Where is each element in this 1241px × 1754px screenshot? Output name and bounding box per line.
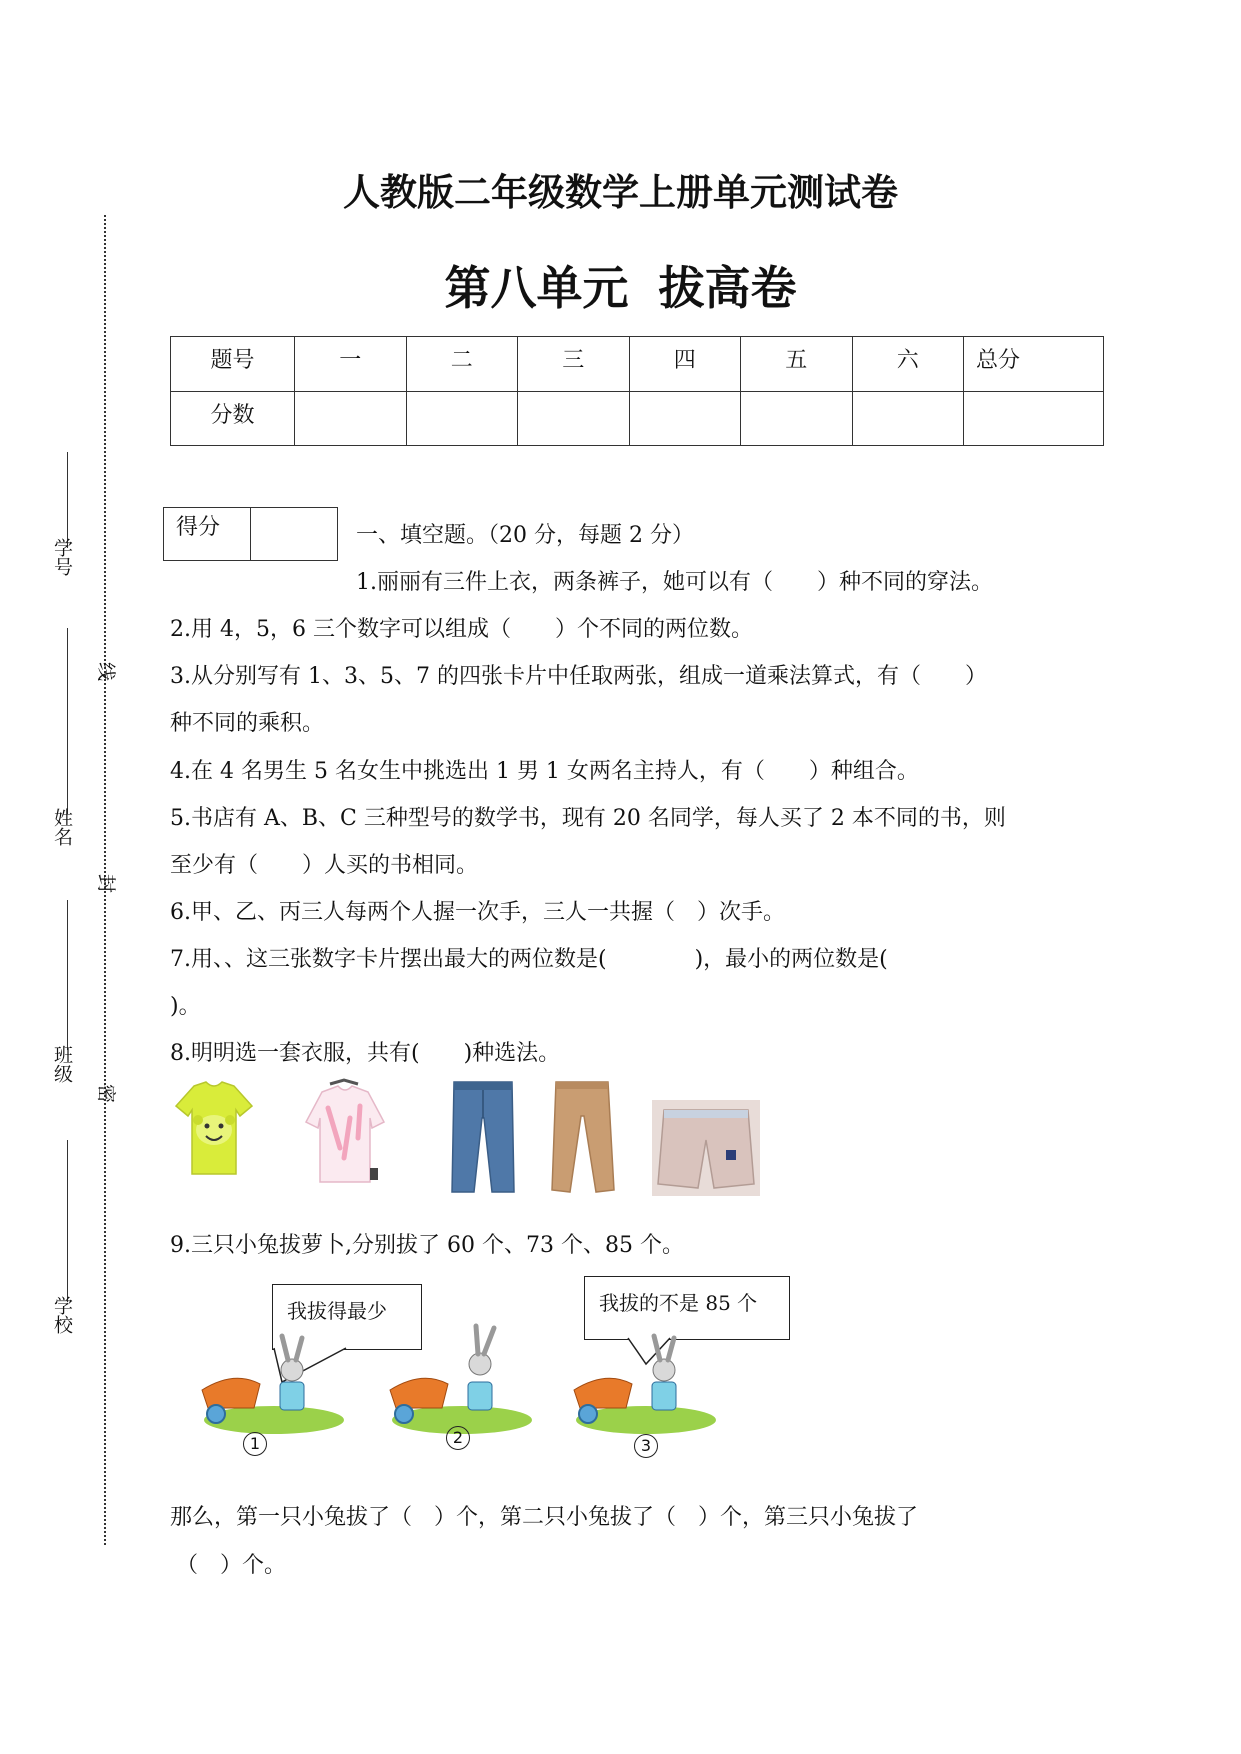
class-underline bbox=[67, 900, 68, 1050]
section-heading: 一、填空题。（20 分，每题 2 分） bbox=[356, 523, 694, 548]
page-subtitle: 第八单元 拔高卷 bbox=[444, 261, 797, 315]
section-score-label: 得分 bbox=[164, 508, 251, 560]
score-table-header-cell: 一 bbox=[295, 337, 407, 392]
score-table-header-cell: 总分 bbox=[964, 337, 1104, 392]
score-table-header-cell: 六 bbox=[852, 337, 964, 392]
question-5: 5.书店有 A、B、C 三种型号的数学书，现有 20 名同学，每人买了 2 本不同的书，则 bbox=[170, 806, 1006, 831]
question-2: 2.用 4，5，6 三个数字可以组成（ ）个不同的两位数。 bbox=[170, 617, 753, 642]
green-tshirt-image bbox=[174, 1078, 254, 1178]
seal-char-line: 线 bbox=[95, 661, 118, 682]
question-9: 9.三只小兔拔萝卜,分别拔了 60 个、73 个、85 个。 bbox=[170, 1233, 684, 1258]
speech-bubble-rabbit-3: 我拔的不是 85 个 bbox=[584, 1276, 790, 1340]
score-cell[interactable] bbox=[852, 391, 964, 446]
student-number-label: 学号 bbox=[51, 538, 73, 576]
name-underline bbox=[67, 628, 68, 814]
rabbit-cart-image-3 bbox=[566, 1320, 716, 1440]
question-3-cont: 种不同的乘积。 bbox=[170, 711, 325, 736]
section-score-field[interactable] bbox=[251, 508, 337, 560]
shorts-image bbox=[652, 1100, 760, 1196]
score-cell[interactable] bbox=[295, 391, 407, 446]
section-score-box bbox=[163, 507, 338, 561]
score-cell[interactable] bbox=[518, 391, 630, 446]
school-underline bbox=[67, 1140, 68, 1302]
rabbit-number-2: 2 bbox=[446, 1426, 470, 1450]
question-7: 7.用、、这三张数字卡片摆出最大的两位数是( )，最小的两位数是( bbox=[170, 947, 888, 972]
score-cell[interactable] bbox=[629, 391, 741, 446]
score-table-header-row bbox=[171, 337, 1104, 392]
score-cell[interactable] bbox=[406, 391, 518, 446]
question-3: 3.从分别写有 1、3、5、7 的四张卡片中任取两张，组成一道乘法算式，有（ ） bbox=[170, 664, 987, 689]
score-table-score-row bbox=[171, 391, 1104, 446]
page-title: 人教版二年级数学上册单元测试卷 bbox=[343, 171, 898, 214]
question-5-cont: 至少有（ ）人买的书相同。 bbox=[170, 853, 479, 878]
class-label: 班级 bbox=[51, 1045, 73, 1083]
score-cell-total[interactable] bbox=[964, 391, 1104, 446]
rabbit-number-3: 3 bbox=[634, 1434, 658, 1458]
rabbit-number-1: 1 bbox=[243, 1432, 267, 1456]
question-6: 6.甲、乙、丙三人每两个人握一次手，三人一共握（ ）次手。 bbox=[170, 900, 785, 925]
score-table-header-cell: 三 bbox=[518, 337, 630, 392]
seal-char-secret: 密 bbox=[95, 1083, 118, 1104]
question-4: 4.在 4 名男生 5 名女生中挑选出 1 男 1 女两名主持人，有（ ）种组合。 bbox=[170, 759, 919, 784]
score-table-header-cell: 五 bbox=[741, 337, 853, 392]
speech-bubble-rabbit-1: 我拔得最少 bbox=[272, 1284, 422, 1350]
student-number-underline bbox=[67, 452, 68, 548]
name-label: 姓名 bbox=[51, 808, 73, 846]
school-label: 学校 bbox=[51, 1296, 73, 1334]
score-table bbox=[170, 336, 1104, 446]
score-table-header-cell: 二 bbox=[406, 337, 518, 392]
seal-char-seal: 封 bbox=[95, 873, 118, 894]
rabbit-cart-image-1 bbox=[194, 1320, 344, 1440]
question-9-answer-cont: （ ）个。 bbox=[176, 1553, 287, 1578]
question-1: 1.丽丽有三件上衣，两条裤子，她可以有（ ）种不同的穿法。 bbox=[356, 570, 993, 595]
question-7-cont: )。 bbox=[170, 994, 201, 1019]
question-8: 8.明明选一套衣服，共有( )种选法。 bbox=[170, 1041, 561, 1066]
blue-jeans-image bbox=[448, 1078, 518, 1196]
score-table-header-cell: 题号 bbox=[171, 337, 295, 392]
question-9-answer: 那么，第一只小兔拔了（ ）个，第二只小兔拔了（ ）个，第三只小兔拔了 bbox=[170, 1505, 919, 1530]
score-cell[interactable] bbox=[741, 391, 853, 446]
tan-pants-image bbox=[548, 1078, 618, 1196]
pink-top-image bbox=[300, 1078, 390, 1188]
score-table-header-cell: 四 bbox=[629, 337, 741, 392]
score-row-label: 分数 bbox=[171, 391, 295, 446]
rabbit-cart-image-2 bbox=[382, 1320, 532, 1440]
